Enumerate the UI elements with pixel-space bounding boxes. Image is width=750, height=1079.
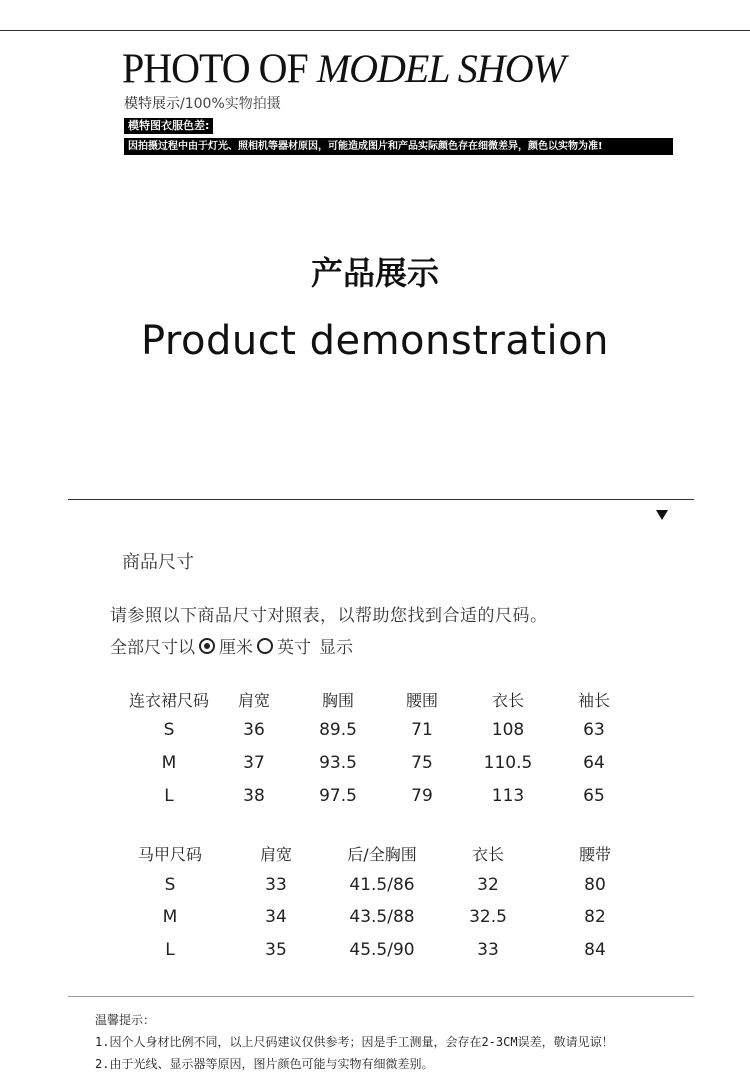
dress-cell: 89.5 — [319, 720, 357, 740]
dress-cell: 71 — [411, 720, 433, 740]
tips-line-1: 1.因个人身材比例不同，以上尺码建议仅供参考；因是手工测量，会存在2-3CM误差，敬请见谅！ — [95, 1035, 614, 1049]
dress-header: 袖长 — [577, 691, 610, 710]
vest-header: 衣长 — [471, 845, 504, 864]
unit-suffix: 显示 — [319, 638, 353, 658]
vest-cell: 33 — [477, 940, 499, 960]
vest-cell: 84 — [584, 940, 606, 960]
tips-block — [95, 1009, 614, 1075]
dress-cell: S — [163, 720, 175, 740]
unit-inch-radio-icon[interactable] — [257, 638, 273, 654]
dress-header: 连衣裙尺码 — [128, 691, 209, 710]
top-divider — [0, 30, 750, 31]
subline-light: /100%实物拍摄 — [180, 96, 281, 112]
dress-cell: 79 — [411, 786, 433, 806]
vest-cell: 33 — [265, 875, 287, 895]
unit-cm-label[interactable]: 厘米 — [219, 638, 253, 658]
vest-cell: 43.5/88 — [349, 907, 415, 927]
vest-cell: 34 — [265, 907, 287, 927]
tips-title: 温馨提示： — [95, 1013, 156, 1027]
dress-header: 衣长 — [491, 691, 524, 710]
dress-cell: 113 — [491, 786, 525, 806]
dress-header: 腰围 — [405, 691, 438, 710]
section-title-en: Product demonstration — [141, 318, 609, 364]
vest-cell: 41.5/86 — [349, 875, 415, 895]
dress-cell: 75 — [411, 753, 433, 773]
dress-cell: 97.5 — [319, 786, 357, 806]
dress-cell: 38 — [243, 786, 265, 806]
dress-cell: 64 — [583, 753, 605, 773]
unit-prefix: 全部尺寸以 — [110, 638, 195, 658]
vest-cell: 80 — [584, 875, 606, 895]
vest-cell: 35 — [265, 940, 287, 960]
unit-selector — [110, 633, 353, 658]
headline-photo-of: PHOTO OF — [122, 44, 308, 93]
unit-inch-label[interactable]: 英寸 — [277, 638, 311, 658]
color-diff-tag: 模特图衣服色差: — [124, 118, 213, 134]
vest-cell: 32.5 — [469, 907, 507, 927]
vest-cell: L — [165, 940, 175, 960]
vest-cell: 45.5/90 — [349, 940, 415, 960]
model-show-headline — [122, 44, 565, 94]
size-panel-title: 商品尺寸 — [122, 552, 194, 573]
dress-cell: 37 — [243, 753, 265, 773]
dress-cell: 63 — [583, 720, 605, 740]
dress-cell: 108 — [491, 720, 525, 740]
color-diff-notice: 因拍摄过程中由于灯光、照相机等器材原因，可能造成图片和产品实际颜色存在细微差异，颜色以实物为准! — [124, 138, 673, 155]
vest-cell: 32 — [477, 875, 499, 895]
dress-cell: 65 — [583, 786, 605, 806]
vest-header: 后/全胸围 — [347, 845, 417, 864]
dress-cell: 36 — [243, 720, 265, 740]
tips-divider — [68, 996, 694, 997]
vest-cell: S — [164, 875, 176, 895]
vest-cell: M — [162, 907, 178, 927]
dress-header: 胸围 — [321, 691, 354, 710]
section-title-cn: 产品展示 — [310, 254, 439, 292]
headline-model-show: MODEL SHOW — [316, 46, 565, 91]
dress-cell: L — [164, 786, 174, 806]
panel-divider — [68, 499, 694, 500]
vest-header: 马甲尺码 — [137, 845, 202, 864]
dress-cell: M — [161, 753, 177, 773]
dress-cell: 110.5 — [483, 753, 533, 773]
unit-cm-radio-icon[interactable] — [199, 638, 215, 654]
vest-cell: 82 — [584, 907, 606, 927]
dress-header: 肩宽 — [237, 691, 270, 710]
collapse-triangle-icon[interactable] — [656, 510, 668, 520]
vest-header: 腰带 — [578, 845, 611, 864]
vest-header: 肩宽 — [259, 845, 292, 864]
tips-line-2: 2.由于光线、显示器等原因，图片颜色可能与实物有细微差别。 — [95, 1057, 434, 1071]
dress-cell: 93.5 — [319, 753, 357, 773]
size-intro-text: 请参照以下商品尺寸对照表，以帮助您找到合适的尺码。 — [110, 606, 548, 626]
subline-bold: 模特展示 — [124, 96, 180, 112]
model-subline — [124, 93, 281, 113]
